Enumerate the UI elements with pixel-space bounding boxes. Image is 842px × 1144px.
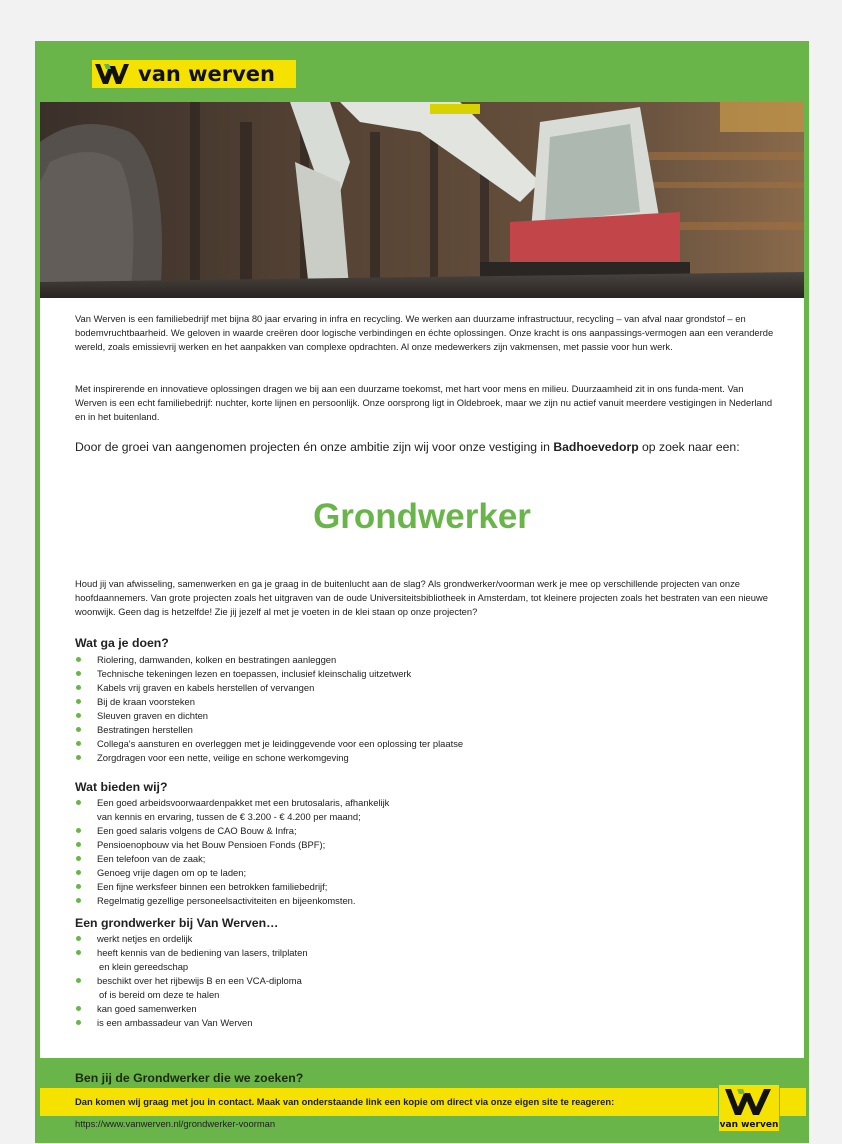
list-item: Een goed salaris volgens de CAO Bouw & Infra;: [75, 824, 389, 838]
vw-logo-icon: [719, 1085, 779, 1119]
list-item-line: beschikt over het rijbewijs B en een VCA-diploma: [97, 975, 302, 986]
list-item: Een telefoon van de zaak;: [75, 852, 389, 866]
search-location: Badhoevedorp: [553, 440, 639, 454]
list-item: kan goed samenwerken: [75, 1002, 308, 1016]
list-item: Bij de kraan voorsteken: [75, 695, 463, 709]
search-text-pre: Door de groei van aangenomen projecten én onze ambitie zijn wij voor onze vestiging in: [75, 440, 554, 454]
list-item-line: heeft kennis van de bediening van lasers, trilplaten: [97, 947, 308, 958]
profile-heading: Een grondwerker bij Van Werven…: [75, 916, 279, 930]
list-item: Een fijne werksfeer binnen een betrokken familiebedrijf;: [75, 880, 389, 894]
list-item: Riolering, damwanden, kolken en bestratingen aanleggen: [75, 653, 463, 667]
intro-paragraph-1: Van Werven is een familiebedrijf met bijna 80 jaar ervaring in infra en recycling. We werken aan duurzame infrastructuur, recycling – van afval naar grondstof – en bodemvruchtbaarheid. We geloven in waarde creëren door logische verbindingen en échte oplossingen. Onze kracht is ons aanpassings-vermogen aan een veranderde wereld, zoals emissievrij werken en het aanpakken van complexe opdrachten. Al onze medewerkers zijn vakmensen, met passie voor hun werk.: [75, 313, 774, 352]
list-item: Kabels vrij graven en kabels herstellen of vervangen: [75, 681, 463, 695]
list-item: Collega's aansturen en overleggen met je leidinggevende voor een oplossing ter plaatse: [75, 737, 463, 751]
list-item-line: en klein gereedschap: [99, 961, 189, 972]
profile-list: [75, 932, 308, 1030]
list-item: [75, 974, 308, 1002]
list-item: is een ambassadeur van Van Werven: [75, 1016, 308, 1030]
cta-text: Dan komen wij graag met jou in contact. Maak van onderstaande link een kopie om direct via onze eigen site te reageren:: [75, 1096, 615, 1107]
vw-logo-icon: [92, 60, 136, 88]
footer-logo: [718, 1084, 780, 1132]
list-item: Zorgdragen voor een nette, veilige en schone werkomgeving: [75, 751, 463, 765]
list-item-line: of is bereid om deze te halen: [99, 989, 220, 1000]
job-description: Houd jij van afwisseling, samenwerken en ga je graag in de buitenlucht aan de slag? Als grondwerker/voorman werk je mee op verschillende projecten van onze hoofdaannemers. Van grote projecten zoals het uitgraven van de oude Universiteitsbibliotheek in Amsterdam, tot kleinere projecten zoals het bestraten van een nieuwe woonwijk. Geen dag is hetzelfde! Zie jij jezelf al met je voeten in de klei staan op onze projecten?: [75, 578, 768, 617]
list-item: Pensioenopbouw via het Bouw Pensioen Fonds (BPF);: [75, 838, 389, 852]
search-statement: [75, 440, 740, 454]
brand-name: van werven: [138, 62, 276, 86]
list-item: Regelmatig gezellige personeelsactiviteiten en bijeenkomsten.: [75, 894, 389, 908]
list-item: Bestratingen herstellen: [75, 723, 463, 737]
list-item: Technische tekeningen lezen en toepassen, inclusief kleinschalig uitzetwerk: [75, 667, 463, 681]
footer-question: Ben jij de Grondwerker die we zoeken?: [75, 1071, 304, 1085]
excavator-photo: [40, 102, 804, 298]
offer-heading: Wat bieden wij?: [75, 780, 168, 794]
job-title: Grondwerker: [313, 497, 531, 536]
list-item-line: Een goed arbeidsvoorwaardenpakket met een brutosalaris, afhankelijk: [97, 797, 390, 808]
list-item: Genoeg vrije dagen om op te laden;: [75, 866, 389, 880]
brand-logo: [92, 60, 296, 88]
list-item: [75, 796, 389, 824]
tasks-list: [75, 653, 463, 765]
apply-link[interactable]: https://www.vanwerven.nl/grondwerker-voorman: [75, 1118, 276, 1129]
tasks-heading: Wat ga je doen?: [75, 636, 169, 650]
list-item-line: van kennis en ervaring, tussen de € 3.200 - € 4.200 per maand;: [97, 811, 361, 822]
list-item: [75, 946, 308, 974]
list-item: werkt netjes en ordelijk: [75, 932, 308, 946]
offer-list: [75, 796, 389, 908]
list-item: Sleuven graven en dichten: [75, 709, 463, 723]
search-text-post: op zoek naar een:: [638, 440, 740, 454]
intro-paragraph-2: Met inspirerende en innovatieve oplossingen dragen we bij aan een duurzame toekomst, met hart voor mens en milieu. Duurzaamheid zit in ons funda-ment. Van Werven is een echt familiebedrijf: nuchter, korte lijnen en persoonlijk. Onze oorsprong ligt in Oldebroek, maar we zijn nu actief vanuit meerdere vestigingen in Nederland en in het buitenland.: [75, 383, 773, 422]
footer-logo-text: van werven: [719, 1120, 779, 1130]
